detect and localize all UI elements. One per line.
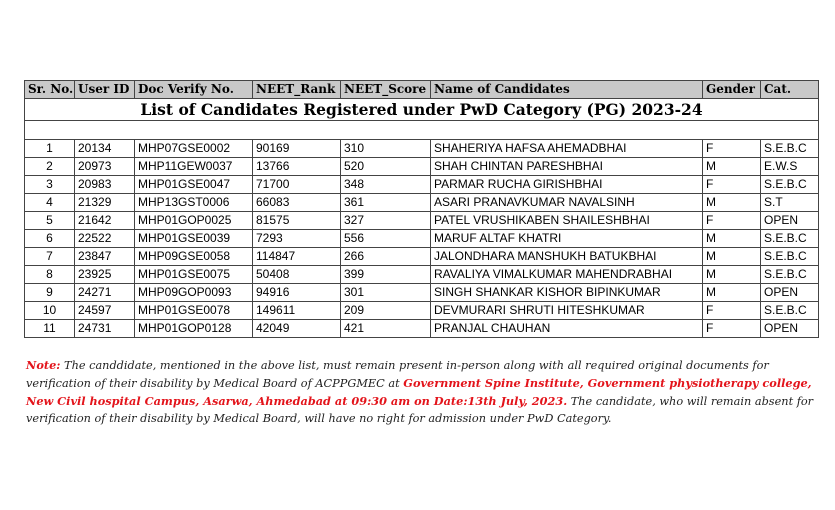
cell-category: S.E.B.C: [761, 176, 819, 194]
cell-user-id: 24731: [75, 320, 135, 338]
column-header-user-id: User ID: [75, 81, 135, 99]
cell-candidate-name: SINGH SHANKAR KISHOR BIPINKUMAR: [431, 284, 703, 302]
cell-neet-score: 209: [341, 302, 431, 320]
cell-candidate-name: ASARI PRANAVKUMAR NAVALSINH: [431, 194, 703, 212]
note-label: Note:: [26, 358, 61, 372]
cell-doc-verify-no: MHP01GSE0039: [135, 230, 253, 248]
column-header-neet-score: NEET_Score: [341, 81, 431, 99]
cell-neet-score: 266: [341, 248, 431, 266]
cell-gender: M: [703, 194, 761, 212]
cell-user-id: 23925: [75, 266, 135, 284]
cell-user-id: 20973: [75, 158, 135, 176]
column-header-category: Cat.: [761, 81, 819, 99]
table-row: [25, 158, 819, 176]
blank-row: [25, 121, 819, 140]
cell-neet-score: 348: [341, 176, 431, 194]
cell-category: S.T: [761, 194, 819, 212]
table-row: [25, 212, 819, 230]
cell-neet-rank: 90169: [253, 140, 341, 158]
cell-doc-verify-no: MHP11GEW0037: [135, 158, 253, 176]
table-header: [25, 81, 819, 99]
cell-neet-rank: 114847: [253, 248, 341, 266]
column-header-neet-rank: NEET_Rank: [253, 81, 341, 99]
cell-neet-score: 399: [341, 266, 431, 284]
cell-user-id: 21642: [75, 212, 135, 230]
cell-gender: M: [703, 248, 761, 266]
cell-candidate-name: PRANJAL CHAUHAN: [431, 320, 703, 338]
cell-sr-no: 5: [25, 212, 75, 230]
column-header-doc-verify: Doc Verify No.: [135, 81, 253, 99]
cell-sr-no: 7: [25, 248, 75, 266]
cell-neet-rank: 71700: [253, 176, 341, 194]
cell-user-id: 24597: [75, 302, 135, 320]
table-row: [25, 302, 819, 320]
cell-neet-score: 520: [341, 158, 431, 176]
cell-candidate-name: PARMAR RUCHA GIRISHBHAI: [431, 176, 703, 194]
cell-category: OPEN: [761, 320, 819, 338]
column-header-sr-no: Sr. No.: [25, 81, 75, 99]
cell-neet-score: 421: [341, 320, 431, 338]
document-title: List of Candidates Registered under PwD Category (PG) 2023-24: [25, 99, 819, 121]
cell-neet-score: 361: [341, 194, 431, 212]
note-text-1: The canddidate, mentioned in the above list, must remain present in-person along with all required original documents for verification of their disability by Medical Board of ACPPGMEC at: [26, 359, 769, 390]
column-header-gender: Gender: [703, 81, 761, 99]
column-header-name: Name of Candidates: [431, 81, 703, 99]
cell-neet-rank: 149611: [253, 302, 341, 320]
cell-doc-verify-no: MHP09GSE0058: [135, 248, 253, 266]
table-row: [25, 320, 819, 338]
table-body: [25, 140, 819, 338]
cell-sr-no: 4: [25, 194, 75, 212]
cell-category: E.W.S: [761, 158, 819, 176]
cell-doc-verify-no: MHP01GOP0025: [135, 212, 253, 230]
cell-neet-rank: 7293: [253, 230, 341, 248]
cell-user-id: 24271: [75, 284, 135, 302]
cell-neet-rank: 50408: [253, 266, 341, 284]
cell-sr-no: 3: [25, 176, 75, 194]
cell-gender: M: [703, 266, 761, 284]
cell-doc-verify-no: MHP01GSE0047: [135, 176, 253, 194]
cell-neet-rank: 42049: [253, 320, 341, 338]
cell-category: OPEN: [761, 212, 819, 230]
cell-neet-rank: 66083: [253, 194, 341, 212]
cell-user-id: 22522: [75, 230, 135, 248]
cell-category: S.E.B.C: [761, 230, 819, 248]
cell-candidate-name: DEVMURARI SHRUTI HITESHKUMAR: [431, 302, 703, 320]
cell-neet-score: 310: [341, 140, 431, 158]
candidate-table: [24, 80, 819, 338]
cell-gender: F: [703, 212, 761, 230]
cell-candidate-name: MARUF ALTAF KHATRI: [431, 230, 703, 248]
cell-sr-no: 9: [25, 284, 75, 302]
table-row: [25, 140, 819, 158]
cell-neet-score: 327: [341, 212, 431, 230]
cell-neet-rank: 94916: [253, 284, 341, 302]
cell-neet-score: 301: [341, 284, 431, 302]
cell-user-id: 20134: [75, 140, 135, 158]
cell-doc-verify-no: MHP09GOP0093: [135, 284, 253, 302]
note-venue-highlight: Government Spine Institute, Government physiotherapy college, New Civil hospital Campus, Asarwa, Ahmedabad at 09:30 am on Date:13th July, 2023.: [26, 375, 812, 408]
cell-candidate-name: SHAHERIYA HAFSA AHEMADBHAI: [431, 140, 703, 158]
cell-user-id: 20983: [75, 176, 135, 194]
table-row: [25, 248, 819, 266]
cell-category: S.E.B.C: [761, 248, 819, 266]
cell-category: OPEN: [761, 284, 819, 302]
cell-sr-no: 11: [25, 320, 75, 338]
table-row: [25, 266, 819, 284]
cell-category: S.E.B.C: [761, 266, 819, 284]
cell-doc-verify-no: MHP01GOP0128: [135, 320, 253, 338]
title-row: [25, 99, 819, 121]
cell-doc-verify-no: MHP01GSE0075: [135, 266, 253, 284]
cell-gender: F: [703, 302, 761, 320]
table-row: [25, 176, 819, 194]
table-row: [25, 194, 819, 212]
cell-neet-score: 556: [341, 230, 431, 248]
cell-gender: M: [703, 284, 761, 302]
cell-gender: M: [703, 230, 761, 248]
cell-category: S.E.B.C: [761, 302, 819, 320]
cell-candidate-name: SHAH CHINTAN PARESHBHAI: [431, 158, 703, 176]
note-text-2: The candidate, who will remain absent for verification of their disability by Medical Board, will have no right for admission under PwD Category.: [26, 394, 814, 426]
cell-candidate-name: JALONDHARA MANSHUKH BATUKBHAI: [431, 248, 703, 266]
cell-sr-no: 1: [25, 140, 75, 158]
cell-user-id: 21329: [75, 194, 135, 212]
cell-doc-verify-no: MHP01GSE0078: [135, 302, 253, 320]
cell-doc-verify-no: MHP07GSE0002: [135, 140, 253, 158]
cell-sr-no: 2: [25, 158, 75, 176]
candidate-list-document: [24, 80, 818, 338]
cell-neet-rank: 13766: [253, 158, 341, 176]
cell-sr-no: 10: [25, 302, 75, 320]
cell-sr-no: 6: [25, 230, 75, 248]
table-row: [25, 230, 819, 248]
table-row: [25, 284, 819, 302]
cell-gender: M: [703, 158, 761, 176]
cell-doc-verify-no: MHP13GST0006: [135, 194, 253, 212]
cell-candidate-name: PATEL VRUSHIKABEN SHAILESHBHAI: [431, 212, 703, 230]
cell-candidate-name: RAVALIYA VIMALKUMAR MAHENDRABHAI: [431, 266, 703, 284]
cell-gender: F: [703, 176, 761, 194]
cell-gender: F: [703, 320, 761, 338]
note-paragraph: [26, 357, 821, 428]
cell-user-id: 23847: [75, 248, 135, 266]
cell-category: S.E.B.C: [761, 140, 819, 158]
cell-sr-no: 8: [25, 266, 75, 284]
blank-cell: [25, 121, 819, 140]
cell-neet-rank: 81575: [253, 212, 341, 230]
cell-gender: F: [703, 140, 761, 158]
